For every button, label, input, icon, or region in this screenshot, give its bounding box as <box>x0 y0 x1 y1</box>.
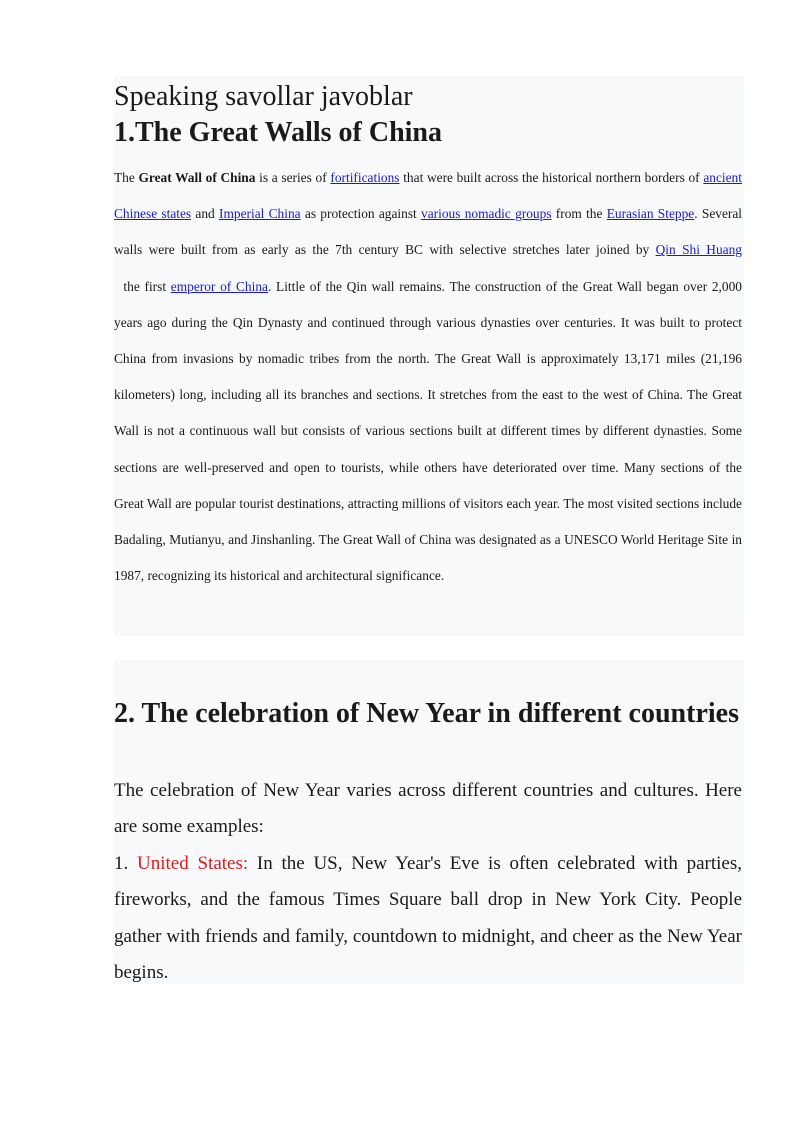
link-fortifications[interactable]: fortifications <box>330 170 400 185</box>
section-heading-new-year: 2. The celebration of New Year in different countries <box>114 698 739 729</box>
paragraph-text: . Several walls were built from as early as the 7th century BC with selective stretches later joined by <box>114 206 743 258</box>
document-title: Speaking savollar javoblar <box>114 81 413 112</box>
country-label: United States: <box>137 852 249 874</box>
link-imperial-china[interactable]: Imperial China <box>219 206 301 222</box>
link-eurasian-steppe[interactable]: Eurasian Steppe <box>606 206 695 222</box>
paragraph-text: as protection against <box>300 206 422 222</box>
new-year-content <box>114 773 742 991</box>
link-qin-shi-huang[interactable]: Qin Shi Huang <box>655 242 742 258</box>
great-wall-paragraph <box>114 160 742 594</box>
paragraph-text: and <box>191 206 220 222</box>
list-item <box>114 846 742 992</box>
paragraph-text: from the <box>551 206 607 222</box>
list-item-number: 1. <box>114 852 138 874</box>
bold-term: Great Wall of China <box>138 170 256 185</box>
list-item-text: In the US, New Year's Eve is often celebrated with parties, fireworks, and the famous Times Square ball drop in New York City. People gather with friends and family, countdown to midnight, and cheer as the New Year begins. <box>114 852 742 984</box>
paragraph-text: . Little of the Qin wall remains. The construction of the Great Wall began over 2,000 years ago during the Qin Dynasty and continued through various dynasties over centuries. It was built to protect China from invasions by nomadic tribes from the north. The Great Wall is approximately 13,171 miles (21,196 kilometers) long, including all its branches and sections. It stretches from the east to the west of China. The Great Wall is not a continuous wall but consists of various sections built at different times by different dynasties. Some sections are well-preserved and open to tourists, while others have deteriorated over time. Many sections of the Great Wall are popular tourist destinations, attracting millions of visitors each year. The most visited sections include Badaling, Mutianyu, and Jinshanling. The Great Wall of China was designated as a UNESCO World Heritage Site in 1987, recognizing its historical and architectural significance. <box>114 278 742 584</box>
paragraph-text: The <box>114 170 139 185</box>
link-various-nomadic-groups[interactable]: various nomadic groups <box>421 206 552 222</box>
section-heading-great-wall: 1.The Great Walls of China <box>114 117 443 148</box>
new-year-intro: The celebration of New Year varies across different countries and cultures. Here are some examples: <box>114 780 742 838</box>
link-emperor-of-china[interactable]: emperor of China <box>170 278 268 294</box>
link-ancient-chinese-states[interactable]: ancient Chinese states <box>114 170 742 222</box>
paragraph-text: is a series of <box>255 170 331 185</box>
paragraph-text: that were built across the historical northern borders of <box>399 170 704 185</box>
paragraph-text: the first <box>114 278 171 294</box>
